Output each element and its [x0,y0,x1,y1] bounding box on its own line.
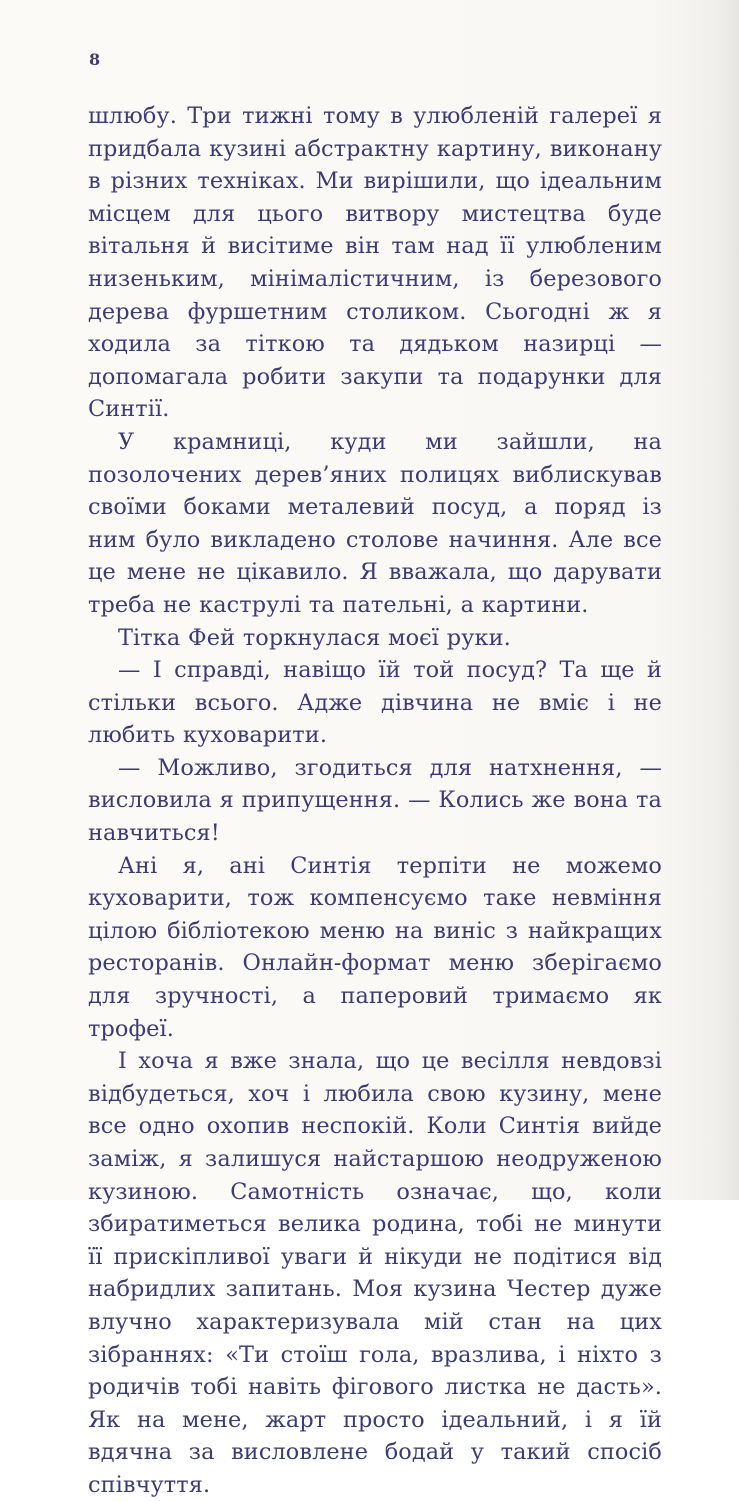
paragraph-dialogue: — Можливо, згодиться для натхнення, — висловила я припущення. — Колись же вона та навчиться! [88,754,662,847]
paragraph: Тітка Фей торкнулася моєї руки. [118,624,511,651]
paragraph: шлюбу. Три тижні тому в улюбленій галереї я придбала кузині абстрактну картину, виконану в різних техніках. Ми вирішили, що ідеальним місцем для цього витвору мистецтва буде вітальня й висітиме він там над її улюбленим низеньким, мінімалістичним, із березового дерева фуршетним столиком. Сьогодні ж я ходила за тіткою та дядьком назирці — допомагала робити закупи та подарунки для Синтії. [88,103,662,423]
paragraph: Ані я, ані Синтія терпіти не можемо куховарити, тож компенсуємо таке невміння цілою бібліотекою меню на виніс з найкращих ресторанів. Онлайн-формат меню зберігаємо для зручності, а паперовий тримаємо як трофеї. [88,852,662,1042]
page-number: 8 [89,50,101,69]
paragraph: І хоча я вже знала, що це весілля невдовзі відбудеться, хоч і любила свою кузину, мене все одно охопив неспокій. Коли Синтія вийде заміж, я залишуся найстаршою неодруженою кузиною. Самотність означає, що, коли збиратиметься велика родина, тобі не минути її прискіпливої уваги й нікуди не подітися від набридлих запитань. Моя кузина Честер дуже влучно характеризувала мій стан на цих зібраннях: «Ти стоїш гола, вразлива, і ніхто з родичів тобі навіть фігового листка не дасть». Як на мене, жарт просто ідеальний, і я їй вдячна за висловлене бодай у такий спосіб співчуття. [88,1048,662,1498]
paragraph-dialogue: — І справді, навіщо їй той посуд? Та ще й стільки всього. Адже дівчина не вміє і не любить куховарити. [88,657,662,749]
text-block [88,100,662,1502]
paragraph: У крамниці, куди ми зайшли, на позолочених дерев’яних полицях виблискував своїми боками металевий посуд, а поряд із ним було викладено столове начиння. Але все це мене не цікавило. Я вважала, що дарувати треба не каструлі та пательні, а картини. [88,428,662,618]
